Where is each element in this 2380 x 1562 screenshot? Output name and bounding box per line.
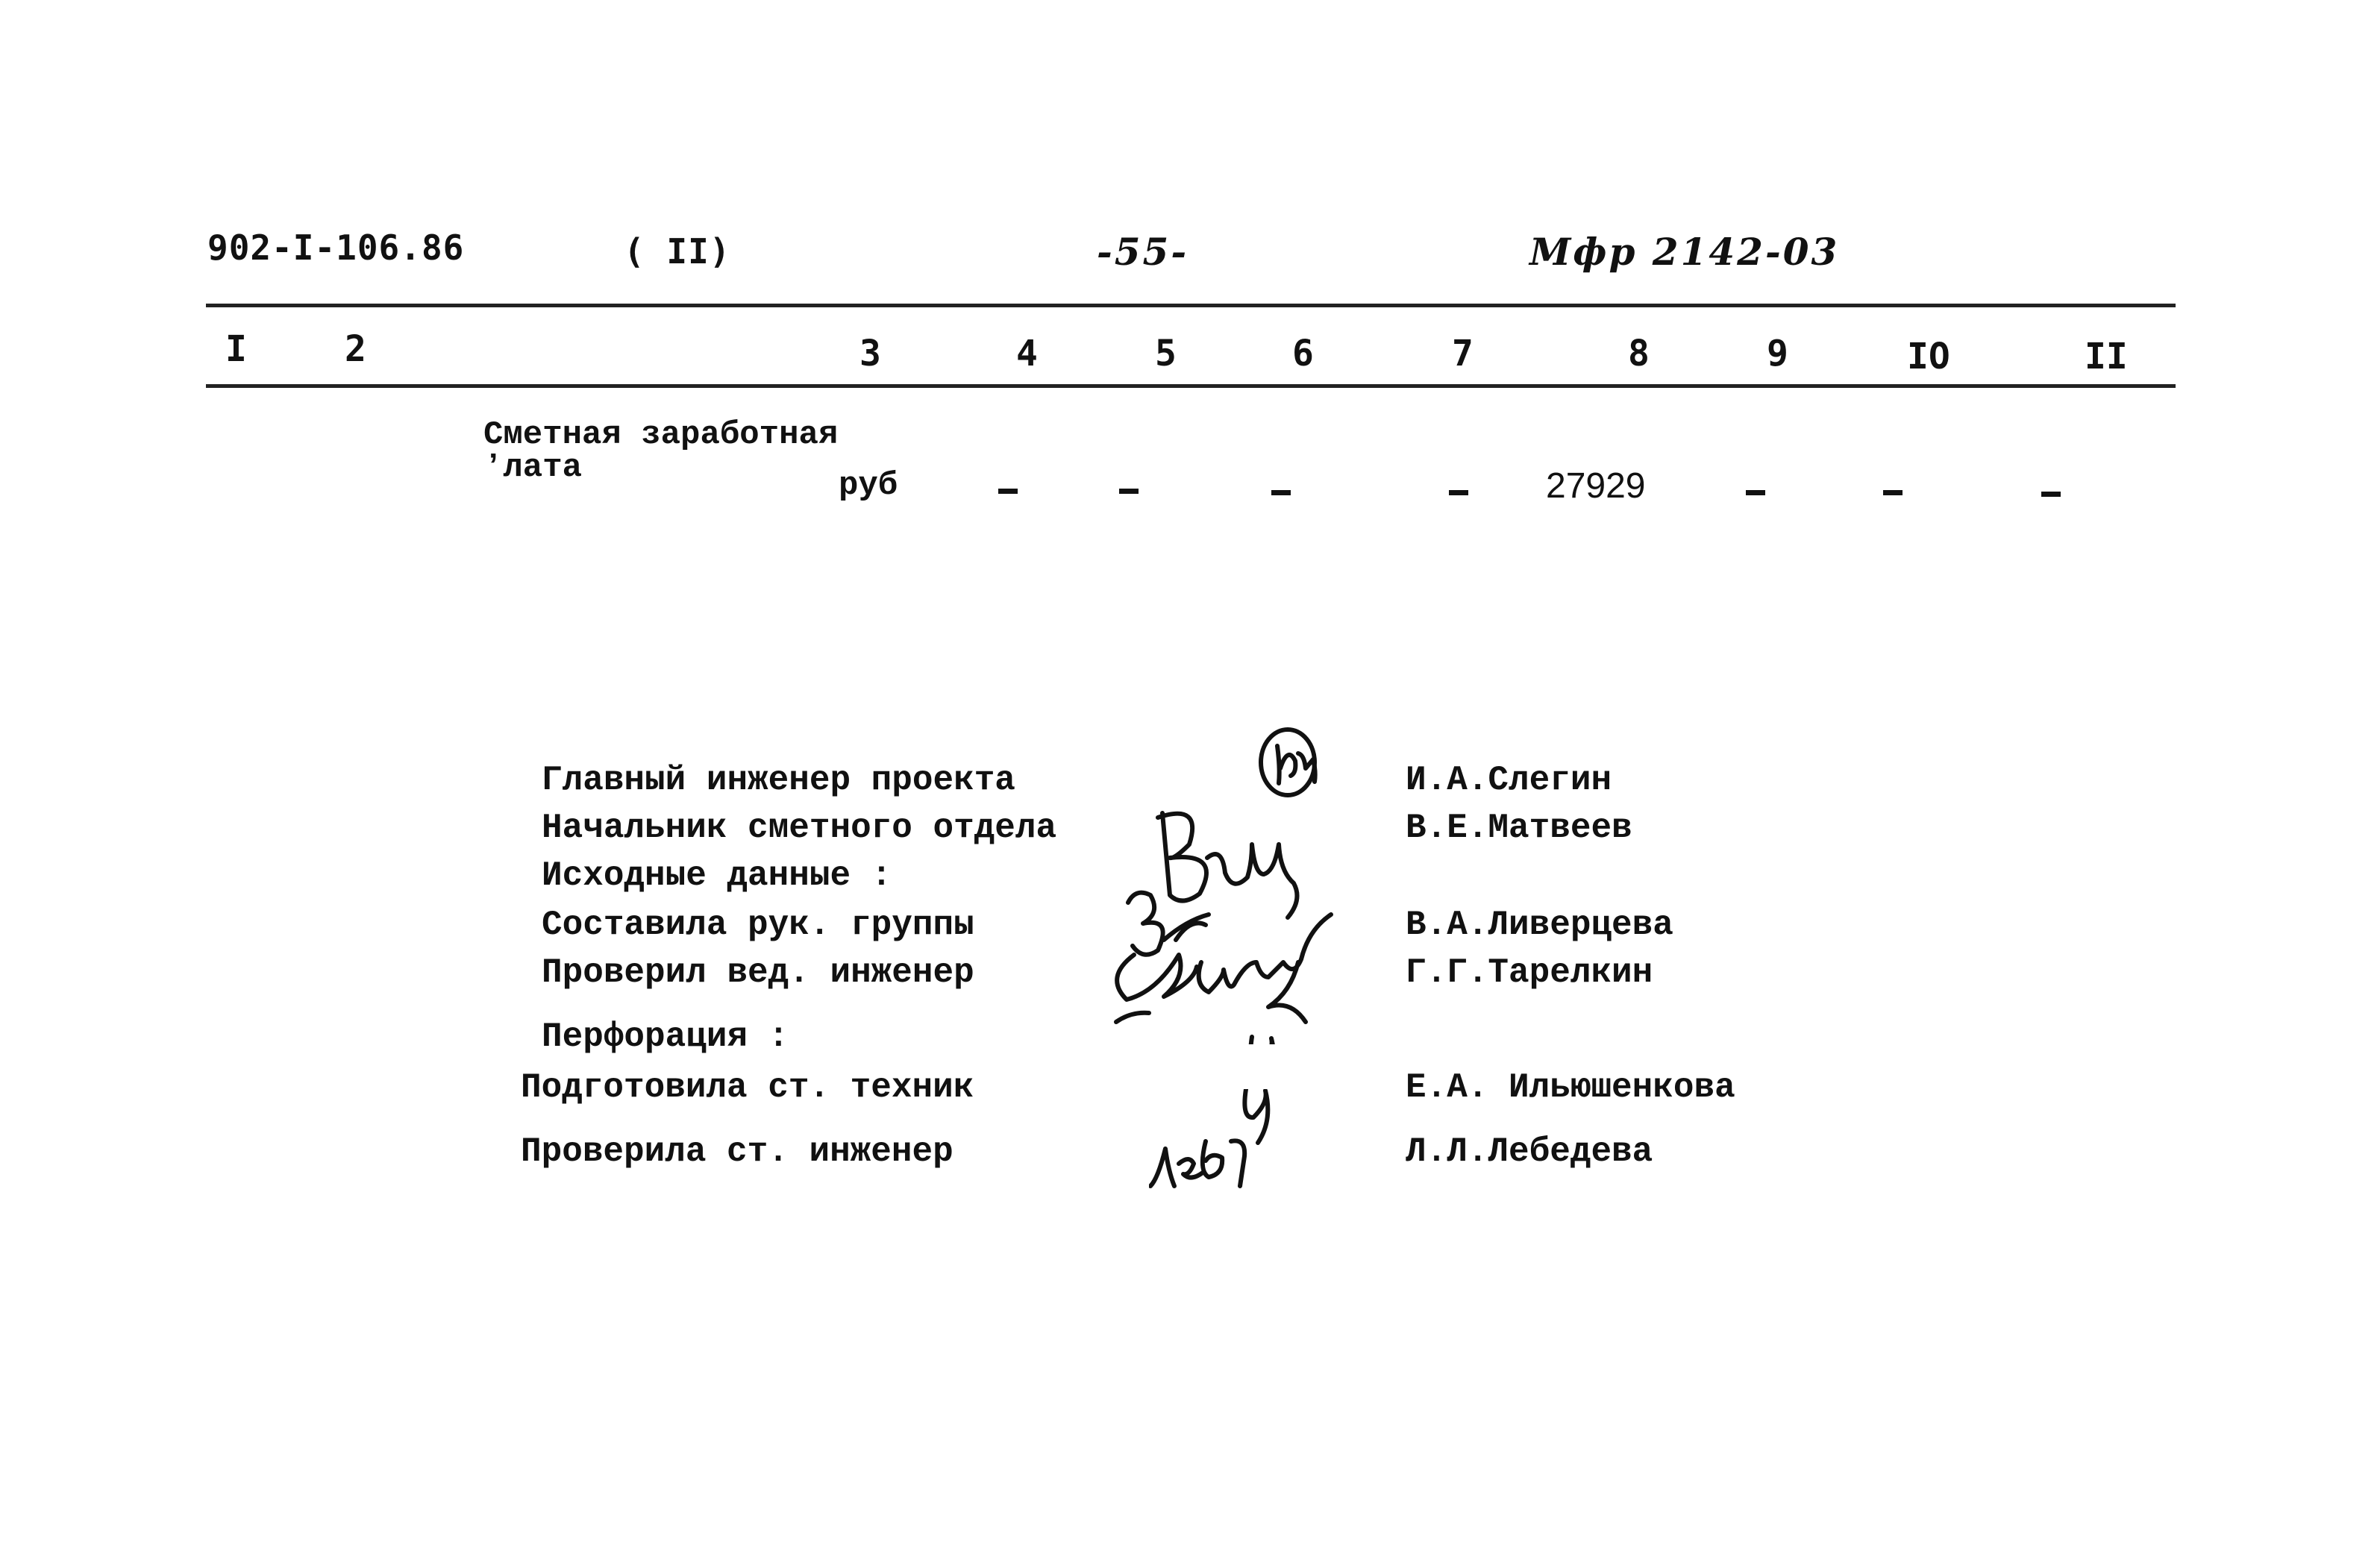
section-number: ( II) bbox=[624, 231, 731, 272]
document-code: 902-I-106.86 bbox=[207, 228, 465, 268]
column-number: 7 bbox=[1452, 333, 1474, 374]
row-name-line1: Сметная заработная bbox=[483, 416, 839, 454]
column-number: 8 bbox=[1628, 333, 1650, 374]
page-number: -55- bbox=[1097, 230, 1189, 274]
signature-role: Составила рук. группы bbox=[542, 906, 974, 944]
empty-dash bbox=[1883, 490, 1903, 495]
handwritten-signatures bbox=[1112, 716, 1358, 1044]
empty-dash bbox=[998, 489, 1018, 494]
signature-role: Подготовила ст. техник bbox=[521, 1068, 974, 1107]
column-number: 5 bbox=[1155, 333, 1177, 374]
signature-role: Начальник сметного отдела bbox=[542, 809, 1057, 847]
signatory-name: Е.А. Ильюшенкова bbox=[1406, 1068, 1735, 1107]
empty-dash bbox=[2041, 492, 2061, 497]
registration-stamp: Мфр 2142-03 bbox=[1529, 230, 1840, 274]
signature-role: Перфорация : bbox=[542, 1017, 789, 1056]
signatory-name: В.А.Ливерцева bbox=[1406, 906, 1673, 944]
row-value-col8: 27929 bbox=[1546, 466, 1646, 506]
handwritten-signature-lebedeva bbox=[1149, 1089, 1328, 1194]
empty-dash bbox=[1746, 490, 1765, 495]
column-number: 3 bbox=[859, 333, 881, 374]
top-rule bbox=[206, 304, 2176, 307]
signature-role: Проверила ст. инженер bbox=[521, 1132, 953, 1171]
empty-dash bbox=[1271, 490, 1291, 495]
column-number: 2 bbox=[345, 328, 366, 370]
signatory-name: Л.Л.Лебедева bbox=[1406, 1132, 1653, 1171]
signature-role: Исходные данные : bbox=[542, 856, 892, 895]
column-number: 4 bbox=[1016, 333, 1038, 374]
bottom-rule bbox=[206, 384, 2176, 388]
empty-dash bbox=[1449, 490, 1468, 495]
column-number: 6 bbox=[1292, 333, 1314, 374]
column-number: II bbox=[2085, 336, 2128, 377]
empty-dash bbox=[1119, 489, 1139, 494]
row-unit: руб bbox=[839, 467, 898, 504]
signatory-name: В.Е.Матвеев bbox=[1406, 809, 1632, 847]
row-name-line2: ʼлата bbox=[483, 449, 583, 486]
signatory-name: И.А.Слегин bbox=[1406, 761, 1612, 800]
signatory-name: Г.Г.Тарелкин bbox=[1406, 953, 1653, 992]
column-number: IO bbox=[1907, 336, 1950, 377]
signature-role: Проверил вед. инженер bbox=[542, 953, 974, 992]
column-number: 9 bbox=[1767, 333, 1788, 374]
column-number: I bbox=[225, 328, 247, 370]
signature-role: Главный инженер проекта bbox=[542, 761, 1015, 800]
